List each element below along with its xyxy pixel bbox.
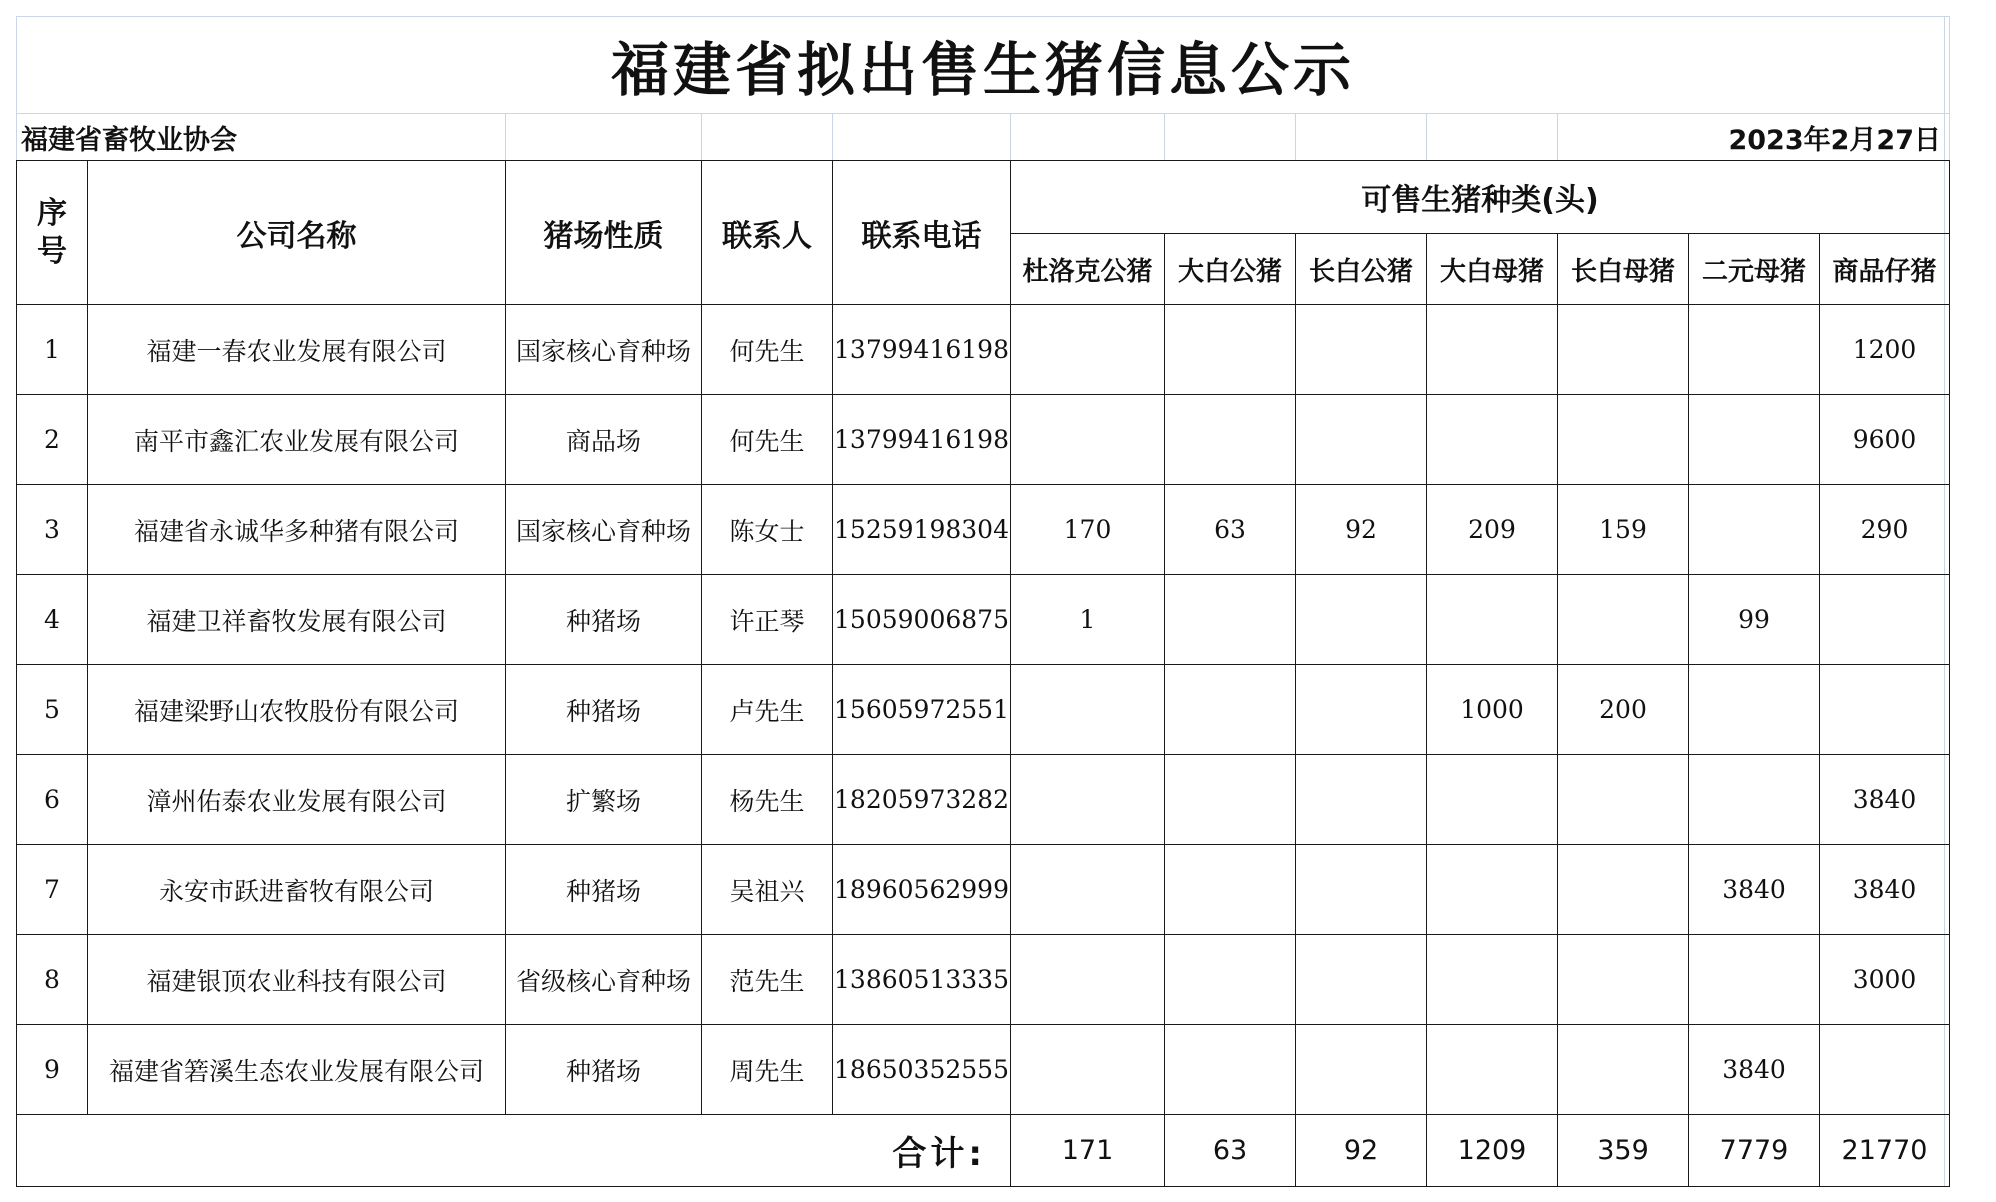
row-farm-type-cell: 种猪场 — [506, 845, 702, 935]
row-seq-cell: 2 — [17, 395, 88, 485]
empty-cell — [833, 114, 1011, 161]
row-phone-cell: 13860513335 — [833, 935, 1011, 1025]
row-count-cell — [1011, 1025, 1165, 1115]
publish-date: 2023年2月27日 — [1558, 114, 1950, 161]
row-company-cell: 福建银顶农业科技有限公司 — [88, 935, 506, 1025]
row-seq-cell: 7 — [17, 845, 88, 935]
total-count-cell: 7779 — [1689, 1115, 1820, 1187]
organization-name: 福建省畜牧业协会 — [17, 114, 506, 161]
row-count-cell — [1296, 935, 1427, 1025]
row-company-cell: 福建省箬溪生态农业发展有限公司 — [88, 1025, 506, 1115]
row-farm-type-cell: 国家核心育种场 — [506, 485, 702, 575]
row-count-cell — [1820, 1025, 1950, 1115]
row-count-cell: 3840 — [1820, 755, 1950, 845]
row-count-cell: 290 — [1820, 485, 1950, 575]
row-count-cell — [1165, 845, 1296, 935]
table-row — [17, 305, 1950, 395]
table-row — [17, 575, 1950, 665]
row-company-cell: 南平市鑫汇农业发展有限公司 — [88, 395, 506, 485]
row-count-cell — [1011, 305, 1165, 395]
row-phone-cell: 15259198304 — [833, 485, 1011, 575]
table-row — [17, 395, 1950, 485]
row-count-cell — [1558, 305, 1689, 395]
total-count-cell: 63 — [1165, 1115, 1296, 1187]
row-count-cell: 1000 — [1427, 665, 1558, 755]
row-seq-cell: 4 — [17, 575, 88, 665]
row-count-cell — [1296, 395, 1427, 485]
header-kind: 长白公猪 — [1296, 234, 1427, 305]
row-company-cell: 福建卫祥畜牧发展有限公司 — [88, 575, 506, 665]
row-phone-cell: 13799416198 — [833, 305, 1011, 395]
row-count-cell — [1558, 1025, 1689, 1115]
header-company: 公司名称 — [88, 161, 506, 305]
row-count-cell: 170 — [1011, 485, 1165, 575]
row-count-cell — [1296, 575, 1427, 665]
row-seq-cell: 3 — [17, 485, 88, 575]
row-farm-type-cell: 种猪场 — [506, 1025, 702, 1115]
header-kind: 杜洛克公猪 — [1011, 234, 1165, 305]
empty-cell — [1427, 114, 1558, 161]
table-row — [17, 665, 1950, 755]
header-contact: 联系人 — [702, 161, 833, 305]
row-seq-cell: 8 — [17, 935, 88, 1025]
row-phone-cell: 15059006875 — [833, 575, 1011, 665]
row-farm-type-cell: 省级核心育种场 — [506, 935, 702, 1025]
row-count-cell: 3840 — [1820, 845, 1950, 935]
table-row — [17, 755, 1950, 845]
header-kind: 二元母猪 — [1689, 234, 1820, 305]
row-count-cell — [1011, 845, 1165, 935]
row-contact-cell: 陈女士 — [702, 485, 833, 575]
total-count-cell: 92 — [1296, 1115, 1427, 1187]
empty-cell — [506, 114, 702, 161]
row-count-cell — [1689, 395, 1820, 485]
row-phone-cell: 18650352555 — [833, 1025, 1011, 1115]
row-count-cell: 159 — [1558, 485, 1689, 575]
row-count-cell — [1165, 1025, 1296, 1115]
row-count-cell — [1296, 845, 1427, 935]
table-row — [17, 485, 1950, 575]
header-seq-label: 序号 — [37, 195, 67, 269]
row-count-cell — [1558, 395, 1689, 485]
row-count-cell: 63 — [1165, 485, 1296, 575]
pig-sale-table — [16, 16, 1950, 1187]
row-count-cell — [1165, 395, 1296, 485]
row-count-cell: 3840 — [1689, 1025, 1820, 1115]
row-count-cell — [1689, 935, 1820, 1025]
row-count-cell — [1558, 935, 1689, 1025]
row-company-cell: 福建一春农业发展有限公司 — [88, 305, 506, 395]
row-count-cell — [1165, 665, 1296, 755]
row-contact-cell: 吴祖兴 — [702, 845, 833, 935]
row-contact-cell: 周先生 — [702, 1025, 833, 1115]
row-seq-cell: 1 — [17, 305, 88, 395]
row-count-cell — [1296, 1025, 1427, 1115]
row-farm-type-cell: 种猪场 — [506, 575, 702, 665]
row-company-cell: 福建省永诚华多种猪有限公司 — [88, 485, 506, 575]
total-count-cell: 171 — [1011, 1115, 1165, 1187]
row-contact-cell: 杨先生 — [702, 755, 833, 845]
total-count-cell: 1209 — [1427, 1115, 1558, 1187]
row-count-cell: 3840 — [1689, 845, 1820, 935]
empty-cell — [702, 114, 833, 161]
row-count-cell — [1011, 935, 1165, 1025]
empty-cell — [1296, 114, 1427, 161]
row-count-cell — [1427, 755, 1558, 845]
row-count-cell — [1558, 845, 1689, 935]
row-count-cell: 99 — [1689, 575, 1820, 665]
row-count-cell — [1689, 485, 1820, 575]
row-contact-cell: 何先生 — [702, 395, 833, 485]
empty-cell — [1011, 114, 1165, 161]
row-count-cell: 3000 — [1820, 935, 1950, 1025]
row-count-cell — [1296, 665, 1427, 755]
row-phone-cell: 15605972551 — [833, 665, 1011, 755]
row-count-cell — [1558, 575, 1689, 665]
table-row — [17, 935, 1950, 1025]
row-contact-cell: 何先生 — [702, 305, 833, 395]
row-count-cell: 9600 — [1820, 395, 1950, 485]
row-phone-cell: 18960562999 — [833, 845, 1011, 935]
row-count-cell — [1165, 935, 1296, 1025]
row-count-cell — [1689, 665, 1820, 755]
row-company-cell: 永安市跃进畜牧有限公司 — [88, 845, 506, 935]
header-kind: 长白母猪 — [1558, 234, 1689, 305]
row-count-cell — [1427, 575, 1558, 665]
table-row — [17, 1025, 1950, 1115]
row-phone-cell: 18205973282 — [833, 755, 1011, 845]
total-label: 合计: — [17, 1115, 1011, 1187]
row-count-cell — [1427, 1025, 1558, 1115]
header-pig-kinds-group: 可售生猪种类(头) — [1011, 161, 1950, 234]
row-count-cell — [1820, 665, 1950, 755]
header-kind: 商品仔猪 — [1820, 234, 1950, 305]
row-farm-type-cell: 种猪场 — [506, 665, 702, 755]
row-contact-cell: 许正琴 — [702, 575, 833, 665]
page-title: 福建省拟出售生猪信息公示 — [17, 17, 1950, 114]
header-farm-type: 猪场性质 — [506, 161, 702, 305]
row-company-cell: 福建梁野山农牧股份有限公司 — [88, 665, 506, 755]
row-count-cell — [1165, 575, 1296, 665]
row-contact-cell: 范先生 — [702, 935, 833, 1025]
table-row — [17, 845, 1950, 935]
row-phone-cell: 13799416198 — [833, 395, 1011, 485]
row-farm-type-cell: 商品场 — [506, 395, 702, 485]
row-count-cell: 209 — [1427, 485, 1558, 575]
row-seq-cell: 6 — [17, 755, 88, 845]
row-count-cell — [1689, 305, 1820, 395]
row-count-cell — [1689, 755, 1820, 845]
row-count-cell — [1427, 845, 1558, 935]
header-kind: 大白母猪 — [1427, 234, 1558, 305]
header-seq — [17, 161, 88, 305]
row-count-cell — [1011, 395, 1165, 485]
row-count-cell — [1296, 305, 1427, 395]
row-count-cell — [1011, 755, 1165, 845]
total-row — [17, 1115, 1950, 1187]
row-count-cell — [1165, 755, 1296, 845]
row-count-cell: 1 — [1011, 575, 1165, 665]
total-count-cell: 21770 — [1820, 1115, 1950, 1187]
row-count-cell — [1427, 935, 1558, 1025]
row-company-cell: 漳州佑泰农业发展有限公司 — [88, 755, 506, 845]
row-farm-type-cell: 国家核心育种场 — [506, 305, 702, 395]
row-count-cell: 1200 — [1820, 305, 1950, 395]
row-count-cell — [1427, 305, 1558, 395]
row-count-cell — [1011, 665, 1165, 755]
row-seq-cell: 9 — [17, 1025, 88, 1115]
row-count-cell — [1820, 575, 1950, 665]
row-count-cell — [1296, 755, 1427, 845]
empty-cell — [1165, 114, 1296, 161]
row-contact-cell: 卢先生 — [702, 665, 833, 755]
row-farm-type-cell: 扩繁场 — [506, 755, 702, 845]
row-seq-cell: 5 — [17, 665, 88, 755]
row-count-cell — [1558, 755, 1689, 845]
header-phone: 联系电话 — [833, 161, 1011, 305]
row-count-cell: 200 — [1558, 665, 1689, 755]
row-count-cell: 92 — [1296, 485, 1427, 575]
row-count-cell — [1165, 305, 1296, 395]
row-count-cell — [1427, 395, 1558, 485]
total-count-cell: 359 — [1558, 1115, 1689, 1187]
header-kind: 大白公猪 — [1165, 234, 1296, 305]
